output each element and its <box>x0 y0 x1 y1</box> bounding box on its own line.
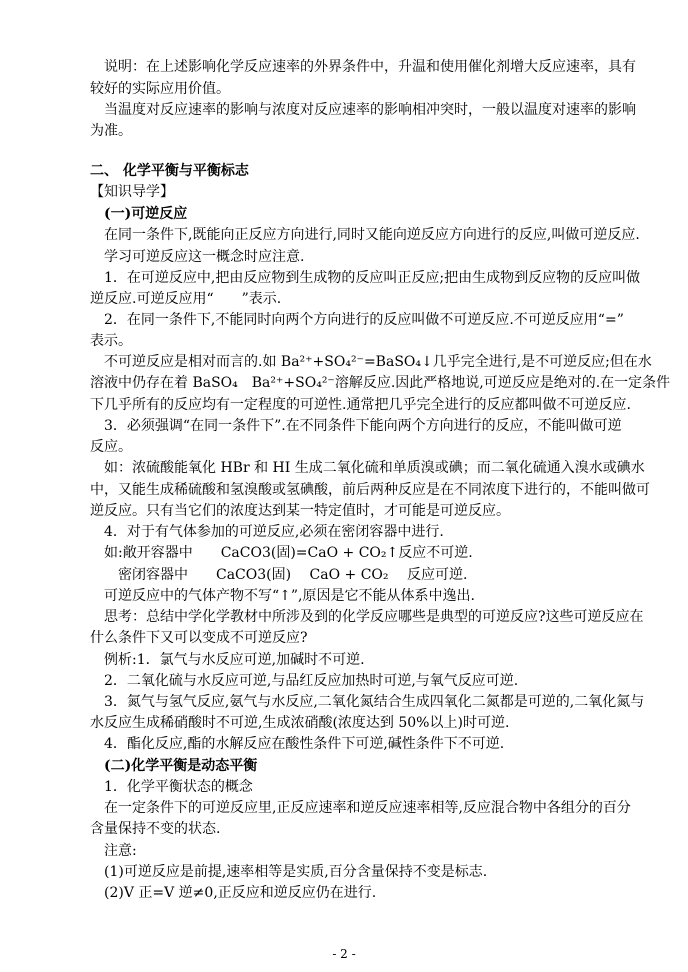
paragraph-line: 3．氮气与氢气反应,氨气与水反应,二氧化氮结合生成四氧化二氮都是可逆的,二氧化氮与 <box>90 694 645 710</box>
section-heading: 二、 化学平衡与平衡标志 <box>90 163 249 179</box>
subsection-heading: (二)化学平衡是动态平衡 <box>90 758 258 774</box>
paragraph-line: 在同一条件下,既能向正反应方向进行,同时又能向逆反应方向进行的反应,叫做可逆反应. <box>90 227 640 243</box>
paragraph-line: 在一定条件下的可逆反应里,正反应速率和逆反应速率相等,反应混合物中各组分的百分 <box>90 800 631 816</box>
paragraph-line: 例析:1．氯气与水反应可逆,加碱时不可逆. <box>90 652 365 668</box>
paragraph-line: 说明：在上述影响化学反应速率的外界条件中，升温和使用催化剂增大反应速率，具有 <box>90 59 636 75</box>
paragraph-line: 较好的实际应用价值。 <box>90 81 230 97</box>
paragraph-line: 3．必须强调“在同一条件下”.在不同条件下能向两个方向进行的反应，不能叫做可逆 <box>90 418 622 434</box>
paragraph-line: 如：浓硫酸能氧化 HBr 和 HI 生成二氧化硫和单质溴或碘；而二氧化硫通入溴水或碘水 <box>90 460 645 476</box>
paragraph-line: 逆反应。只有当它们的浓度达到某一特定值时，才可能是可逆反应。 <box>90 503 510 519</box>
page-number: - 2 - <box>332 947 356 961</box>
paragraph-line: 思考：总结中学化学教材中所涉及到的化学反应哪些是典型的可逆反应?这些可逆反应在 <box>90 609 644 625</box>
paragraph-line: 不可逆反应是相对而言的.如 Ba²⁺+SO₄²⁻=BaSO₄↓几乎完全进行,是不可逆反应;但在水 <box>90 354 652 370</box>
paragraph-line: 中，又能生成稀硫酸和氢溴酸或氢碘酸，前后两种反应是在不同浓度下进行的，不能叫做可 <box>90 482 650 498</box>
paragraph-line: 含量保持不变的状态. <box>90 821 221 837</box>
subsection-heading: (一)可逆反应 <box>90 206 188 222</box>
paragraph-line: 4．对于有气体参加的可逆反应,必须在密闭容器中进行. <box>90 524 444 540</box>
paragraph-line: 2．在同一条件下,不能同时向两个方向进行的反应叫做不可逆反应.不可逆反应用“=” <box>90 312 624 328</box>
paragraph-line: (2)V 正=V 逆≠0,正反应和逆反应仍在进行. <box>90 885 377 901</box>
paragraph-line: 1．在可逆反应中,把由反应物到生成物的反应叫正反应;把由生成物到反应物的反应叫做 <box>90 270 641 286</box>
paragraph-line: 密闭容器中 CaCO3(固) CaO + CO₂ 反应可逆. <box>90 567 468 583</box>
paragraph-line: 逆反应.可逆反应用“ ”表示. <box>90 291 282 307</box>
paragraph-line: 学习可逆反应这一概念时应注意. <box>90 249 305 265</box>
section-subheading: 【知识导学】 <box>90 184 174 200</box>
paragraph-line: 如:敞开容器中 CaCO3(固)=CaO + CO₂↑反应不可逆. <box>90 545 473 561</box>
paragraph-line: 当温度对反应速率的影响与浓度对反应速率的影响相冲突时，一般以温度对速率的影响 <box>90 102 636 118</box>
paragraph-line: 水反应生成稀硝酸时不可逆,生成浓硝酸(浓度达到 50%以上)时可逆. <box>90 715 510 731</box>
paragraph-line: (1)可逆反应是前提,速率相等是实质,百分含量保持不变是标志. <box>90 864 488 880</box>
paragraph-line: 为准。 <box>90 123 132 139</box>
paragraph-line: 表示。 <box>90 333 132 349</box>
paragraph-line: 下几乎所有的反应均有一定程度的可逆性.通常把几乎完全进行的反应都叫做不可逆反应. <box>90 397 631 413</box>
paragraph-line: 4．酯化反应,酯的水解反应在酸性条件下可逆,碱性条件下不可逆. <box>90 736 505 752</box>
paragraph-line: 反应。 <box>90 439 132 455</box>
paragraph-line: 2．二氧化硫与水反应可逆,与品红反应加热时可逆,与氧气反应可逆. <box>90 673 519 689</box>
paragraph-line: 什么条件下又可以变成不可逆反应? <box>90 630 308 646</box>
paragraph-line: 注意: <box>90 843 137 859</box>
paragraph-line: 溶液中仍存在着 BaSO₄ Ba²⁺+SO₄²⁻溶解反应.因此严格地说,可逆反应是绝对的.在一定条件 <box>90 375 671 391</box>
paragraph-line: 1．化学平衡状态的概念 <box>90 779 253 795</box>
paragraph-line: 可逆反应中的气体产物不写“↑”,原因是它不能从体系中逸出. <box>90 588 475 604</box>
